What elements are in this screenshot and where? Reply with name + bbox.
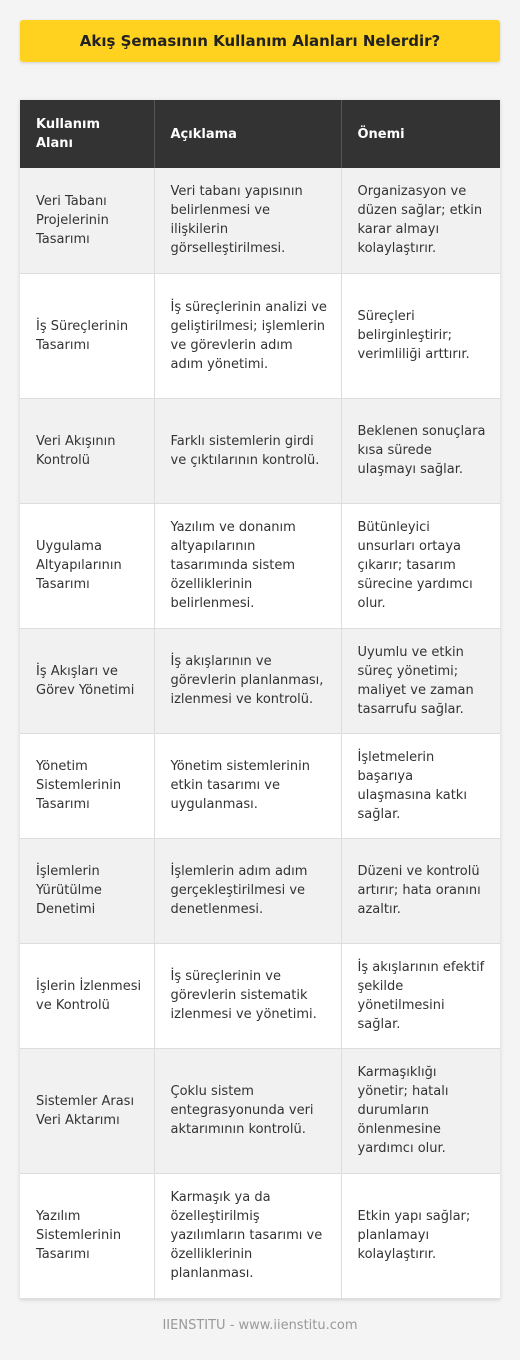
table-row — [20, 398, 500, 503]
cell-importance: Süreçleri belirginleştirir; verimliliği arttırır. — [341, 273, 500, 398]
table-row — [20, 628, 500, 733]
cell-importance: Etkin yapı sağlar; planlamayı kolaylaştırır. — [341, 1173, 500, 1298]
cell-usage-area: İşlerin İzlenmesi ve Kontrolü — [20, 943, 154, 1048]
table-header-row — [20, 100, 500, 168]
table-row — [20, 943, 500, 1048]
cell-importance: Karmaşıklığı yönetir; hatalı durumların önlenmesine yardımcı olur. — [341, 1048, 500, 1173]
cell-importance: Uyumlu ve etkin süreç yönetimi; maliyet ve zaman tasarrufu sağlar. — [341, 628, 500, 733]
table-row — [20, 168, 500, 273]
cell-importance: Düzeni ve kontrolü artırır; hata oranını azaltır. — [341, 838, 500, 943]
cell-importance: İş akışlarının efektif şekilde yönetilmesini sağlar. — [341, 943, 500, 1048]
cell-importance: İşletmelerin başarıya ulaşmasına katkı sağlar. — [341, 733, 500, 838]
page-title: Akış Şemasının Kullanım Alanları Nelerdir? — [20, 20, 500, 62]
usage-table-container — [20, 100, 500, 1299]
cell-usage-area: Uygulama Altyapılarının Tasarımı — [20, 503, 154, 628]
cell-description: Karmaşık ya da özelleştirilmiş yazılımların tasarımı ve özelliklerinin planlanması. — [154, 1173, 341, 1298]
cell-description: İş akışlarının ve görevlerin planlanması, izlenmesi ve kontrolü. — [154, 628, 341, 733]
header-importance: Önemi — [341, 100, 500, 168]
cell-description: İşlemlerin adım adım gerçekleştirilmesi ve denetlenmesi. — [154, 838, 341, 943]
cell-description: Çoklu sistem entegrasyonunda veri aktarımının kontrolü. — [154, 1048, 341, 1173]
table-row — [20, 1048, 500, 1173]
table-row — [20, 273, 500, 398]
header-usage-area: Kullanım Alanı — [20, 100, 154, 168]
footer-credit: IIENSTITU - www.iienstitu.com — [162, 1318, 358, 1333]
usage-table — [20, 100, 500, 1299]
cell-description: Farklı sistemlerin girdi ve çıktılarının kontrolü. — [154, 398, 341, 503]
cell-usage-area: Yönetim Sistemlerinin Tasarımı — [20, 733, 154, 838]
cell-usage-area: Sistemler Arası Veri Aktarımı — [20, 1048, 154, 1173]
cell-usage-area: Veri Tabanı Projelerinin Tasarımı — [20, 168, 154, 273]
cell-usage-area: Yazılım Sistemlerinin Tasarımı — [20, 1173, 154, 1298]
header-description: Açıklama — [154, 100, 341, 168]
table-row — [20, 838, 500, 943]
cell-usage-area: İş Akışları ve Görev Yönetimi — [20, 628, 154, 733]
table-row — [20, 503, 500, 628]
cell-description: İş süreçlerinin ve görevlerin sistematik izlenmesi ve yönetimi. — [154, 943, 341, 1048]
cell-description: Yönetim sistemlerinin etkin tasarımı ve uygulanması. — [154, 733, 341, 838]
cell-importance: Organizasyon ve düzen sağlar; etkin karar almayı kolaylaştırır. — [341, 168, 500, 273]
cell-usage-area: İşlemlerin Yürütülme Denetimi — [20, 838, 154, 943]
cell-importance: Beklenen sonuçlara kısa sürede ulaşmayı sağlar. — [341, 398, 500, 503]
table-row — [20, 1173, 500, 1298]
cell-description: İş süreçlerinin analizi ve geliştirilmesi; işlemlerin ve görevlerin adım adım yönetimi. — [154, 273, 341, 398]
table-row — [20, 733, 500, 838]
cell-description: Yazılım ve donanım altyapılarının tasarımında sistem özelliklerinin belirlenmesi. — [154, 503, 341, 628]
cell-importance: Bütünleyici unsurları ortaya çıkarır; tasarım sürecine yardımcı olur. — [341, 503, 500, 628]
cell-usage-area: Veri Akışının Kontrolü — [20, 398, 154, 503]
cell-usage-area: İş Süreçlerinin Tasarımı — [20, 273, 154, 398]
cell-description: Veri tabanı yapısının belirlenmesi ve ilişkilerin görselleştirilmesi. — [154, 168, 341, 273]
